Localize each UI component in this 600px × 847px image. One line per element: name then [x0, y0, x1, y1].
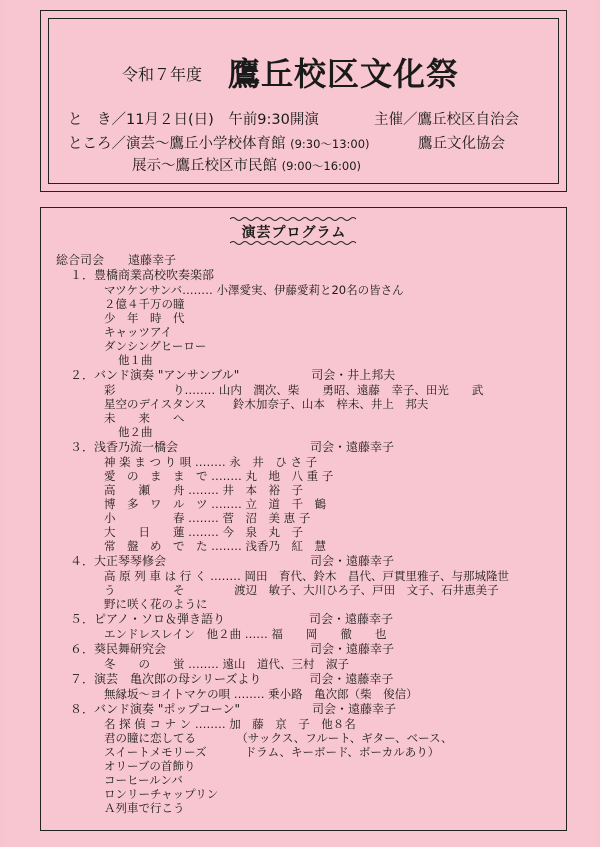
program-act-heading: ３．浅香乃流一橋会 司会・遠藤幸子	[70, 440, 395, 454]
program-line: 高 瀬 舟 ‥‥‥‥ 井 本 裕 子	[104, 483, 304, 497]
program-act-heading: ５．ピアノ・ソロ＆弾き語り 司会・遠藤幸子	[70, 612, 394, 626]
venue-exhibit-label: 展示～鷹丘校区市民館	[132, 158, 277, 174]
program-line: マツケンサンバ‥‥‥‥ 小澤愛実、伊藤愛莉と20名の皆さん	[104, 283, 404, 297]
program-line: キャッツアイ	[104, 325, 172, 339]
program-line: ロンリーチャップリン	[104, 787, 219, 801]
program-line: 彩 り‥‥‥‥ 山内 潤次、柴 勇昭、遠藤 幸子、田光 武	[104, 383, 484, 397]
program-line: 冬 の 蛍 ‥‥‥‥ 遠山 道代、三村 淑子	[104, 657, 350, 671]
program-line: ダンシングヒーロー	[104, 339, 207, 353]
program-line: 愛 の ま ま で ‥‥‥‥ 丸 地 八 重 子	[104, 469, 334, 483]
sponsor-2: 鷹丘文化協会	[418, 136, 505, 152]
program-act-heading: ６．葵民舞研究会 司会・遠藤幸子	[70, 642, 395, 656]
program-act-heading: ７．演芸 亀次郎の母シリーズより 司会・遠藤幸子	[70, 672, 394, 686]
program-act-heading: ８．バンド演奏 "ポップコーン" 司会・遠藤幸子	[70, 702, 397, 716]
program-line: 名 探 偵 コ ナ ン ‥‥‥‥ 加 藤 京 子 他８名	[104, 717, 356, 731]
program-line: 神 楽 ま つ り 唄 ‥‥‥‥ 永 井 ひ さ 子	[104, 455, 318, 469]
program-line: オリーブの首飾り	[104, 759, 196, 773]
program-line: エンドレスレイン 他２曲 ‥‥‥ 福 岡 徹 也	[104, 627, 387, 641]
program-line: ２億４千万の瞳	[104, 297, 185, 311]
venue-exhibit	[132, 154, 361, 175]
program-line: Ａ列車で行こう	[104, 801, 185, 815]
festival-title: 鷹丘校区文化祭	[228, 55, 460, 93]
venue-performance	[68, 132, 370, 153]
program-line: 君の瞳に恋してる （サックス、フルート、ギター、ベース、	[104, 731, 453, 745]
program-line: う そ 渡辺 敏子、大川ひろ子、戸田 文子、石井恵美子	[104, 583, 499, 597]
program-line: 他２曲	[118, 425, 153, 439]
program-line: 未 来 へ	[104, 411, 185, 425]
program-line: 博 多 ワ ル ツ ‥‥‥‥ 立 道 千 鶴	[104, 497, 327, 511]
date-time: と き／11月２日(日) 午前9:30開演	[68, 112, 319, 128]
program-line: 大 日 蓮 ‥‥‥‥ 今 泉 丸 子	[104, 525, 304, 539]
program-line: 少 年 時 代	[104, 311, 185, 325]
program-act-heading: １．豊橋商業高校吹奏楽部	[70, 268, 215, 282]
era-label: 令和７年度	[122, 65, 203, 84]
program-line: コーヒールンバ	[104, 773, 183, 787]
program-act-heading: ２．バンド演奏 "アンサンブル" 司会・井上邦夫	[70, 368, 396, 382]
venue-performance-label: ところ／演芸～鷹丘小学校体育館	[68, 136, 286, 152]
program-line: 高 原 列 車 は 行 く ‥‥‥‥ 岡田 育代、鈴木 昌代、戸貫里雅子、与那城隆世	[104, 569, 509, 583]
venue-exhibit-time: (9:00～16:00)	[281, 159, 362, 173]
venue-performance-time: (9:30～13:00)	[290, 137, 370, 151]
program-act-heading: ４．大正琴琴修会 司会・遠藤幸子	[70, 554, 395, 568]
program-line: 常 盤 め で た ‥‥‥‥ 浅香乃 紅 慧	[104, 539, 327, 553]
program-line: 無縁坂～ヨイトマケの唄 ‥‥‥‥ 乗小路 亀次郎（柴 俊信）	[104, 687, 418, 701]
program-line: 他１曲	[118, 353, 153, 367]
title-wave-bottom	[230, 240, 356, 246]
master-of-ceremonies: 総合司会 遠藤幸子	[56, 253, 177, 267]
program-line: 野に咲く花のように	[104, 597, 208, 611]
sponsor-1: 主催／鷹丘校区自治会	[374, 112, 519, 128]
program-line: スイートメモリーズ ドラム、キーボード、ボーカルあり）	[104, 745, 440, 759]
program-line: 星空のデイスタンス 鈴木加奈子、山本 梓未、井上 邦夫	[104, 397, 429, 411]
program-title: 演芸プログラム	[241, 225, 347, 241]
program-line: 小 春 ‥‥‥‥ 菅 沼 美 恵 子	[104, 511, 311, 525]
